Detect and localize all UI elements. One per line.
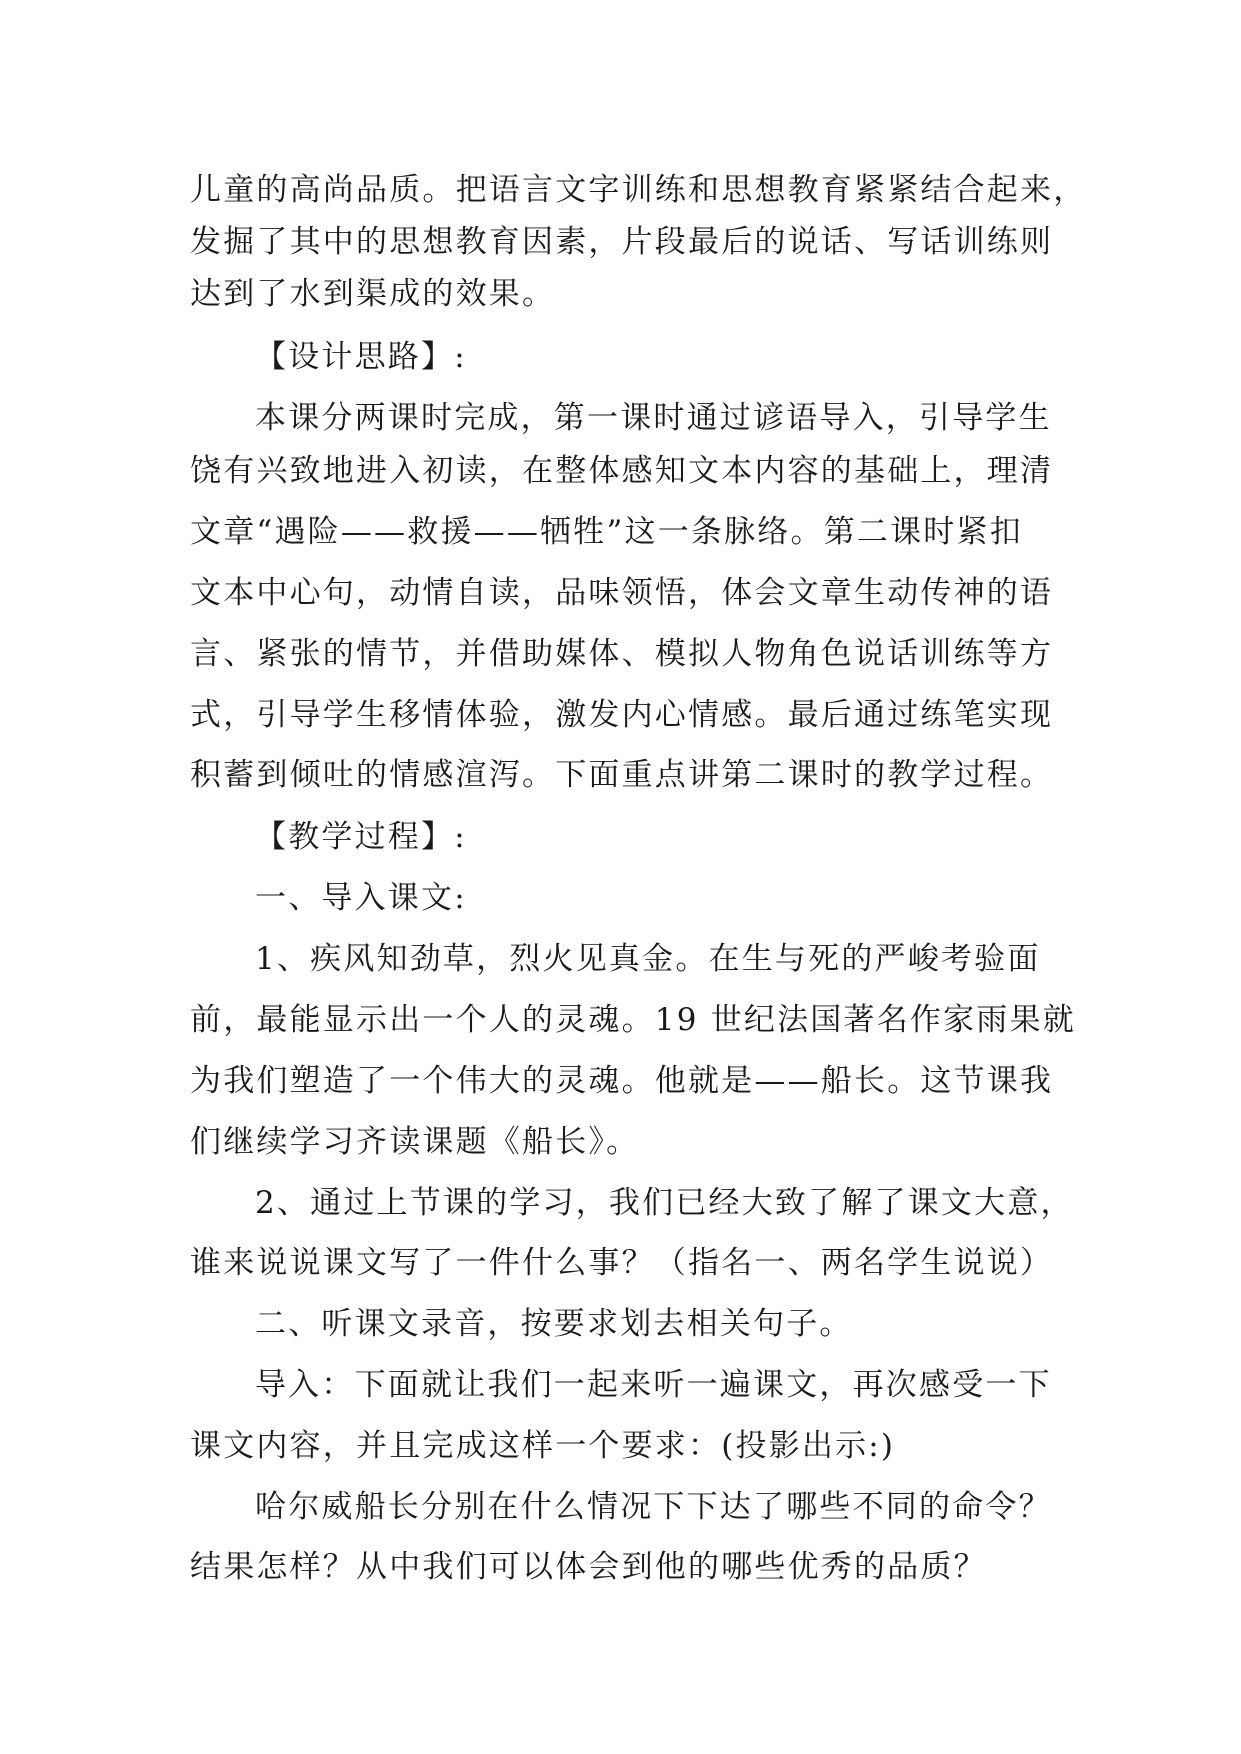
- section-heading-design: 【设计思路】:: [255, 339, 467, 375]
- text-line-6: 饶有兴致地进入初读，在整体感知文本内容的基础上，理清: [190, 453, 1054, 489]
- text-line-22: 课文内容，并且完成这样一个要求：(投影出示:): [190, 1428, 896, 1464]
- text-line-21: 导入：下面就让我们一起来听一遍课文，再次感受一下: [255, 1367, 1052, 1403]
- text-line-1: 儿童的高尚品质。把语言文字训练和思想教育紧紧结合起来，: [190, 172, 1087, 208]
- text-line-19: 谁来说说课文写了一件什么事？（指名一、两名学生说说）: [190, 1245, 1054, 1281]
- text-line-5: 本课分两课时完成，第一课时通过谚语导入，引导学生: [255, 400, 1052, 436]
- section-heading-process: 【教学过程】:: [255, 819, 467, 855]
- subsection-heading-intro: 一、导入课文:: [255, 880, 467, 916]
- text-line-11: 积蓄到倾吐的情感渲泻。下面重点讲第二课时的教学过程。: [190, 757, 1054, 793]
- text-line-23: 哈尔威船长分别在什么情况下下达了哪些不同的命令？: [255, 1489, 1052, 1525]
- text-line-7: 文章“遇险——救援——牺牲”这一条脉络。第二课时紧扣: [190, 514, 1023, 550]
- text-line-16: 为我们塑造了一个伟大的灵魂。他就是——船长。这节课我: [190, 1063, 1054, 1099]
- text-line-18: 2、通过上节课的学习，我们已经大致了解了课文大意，: [255, 1185, 1074, 1221]
- text-line-15: 前，最能显示出一个人的灵魂。19 世纪法国著名作家雨果就: [190, 1002, 1076, 1038]
- subsection-heading-listen: 二、听课文录音，按要求划去相关句子。: [255, 1306, 853, 1342]
- text-line-10: 式，引导学生移情体验，激发内心情感。最后通过练笔实现: [190, 697, 1054, 733]
- text-line-14: 1、疾风知劲草，烈火见真金。在生与死的严峻考验面: [255, 941, 1041, 977]
- text-line-3: 达到了水到渠成的效果。: [190, 276, 556, 312]
- text-line-24: 结果怎样？从中我们可以体会到他的哪些优秀的品质？: [190, 1549, 987, 1585]
- text-line-17: 们继续学习齐读课题《船长》。: [190, 1124, 640, 1160]
- text-line-2: 发掘了其中的思想教育因素，片段最后的说话、写话训练则: [190, 224, 1054, 260]
- text-line-8: 文本中心句，动情自读，品味领悟，体会文章生动传神的语: [190, 575, 1054, 611]
- text-line-9: 言、紧张的情节，并借助媒体、模拟人物角色说话训练等方: [190, 636, 1054, 672]
